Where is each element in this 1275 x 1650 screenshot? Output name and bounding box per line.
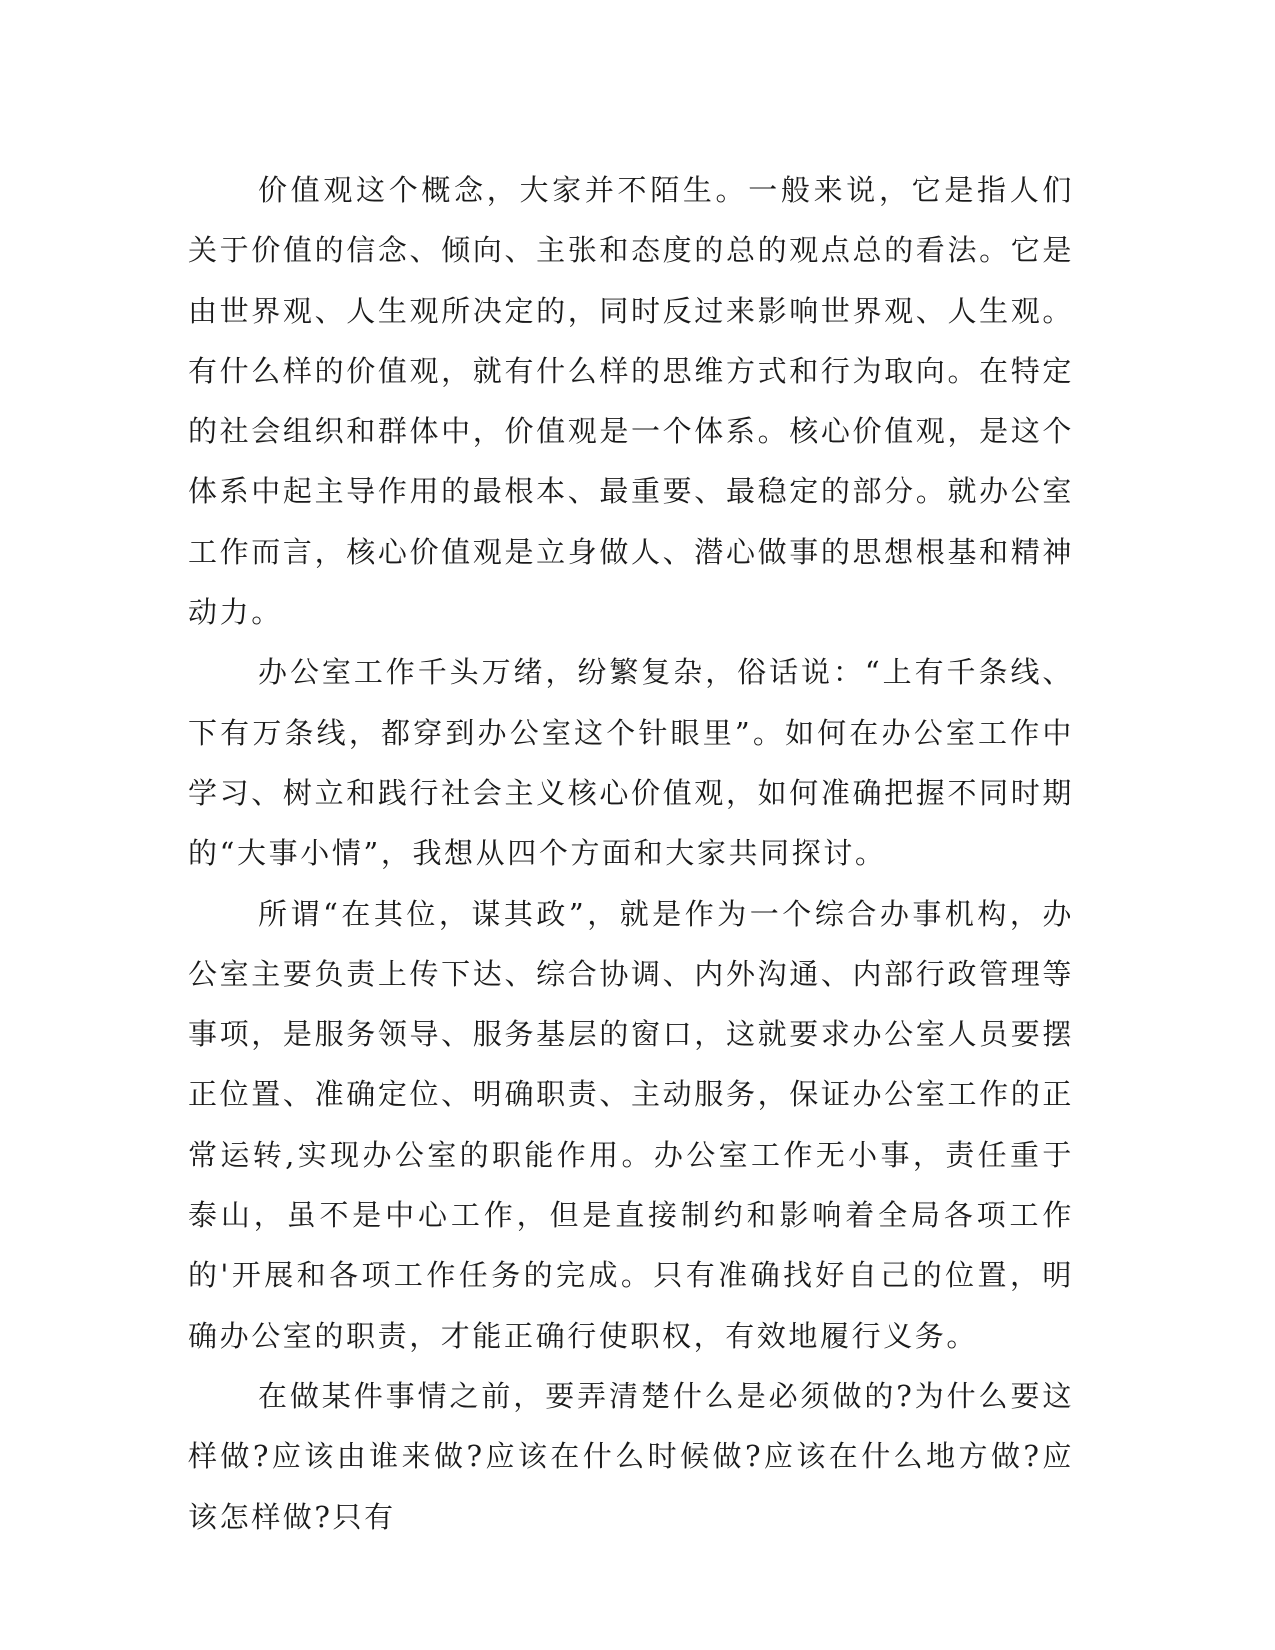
paragraph-before-doing: 在做某件事情之前，要弄清楚什么是必须做的?为什么要这样做?应该由谁来做?应该在什么时候做?应该在什么地方做?应该怎样做?只有 (188, 1378, 1074, 1534)
paragraph-position-duties: 所谓“在其位，谋其政”，就是作为一个综合办事机构，办公室主要负责上传下达、综合协调、内外沟通、内部行政管理等事项，是服务领导、服务基层的窗口，这就要求办公室人员要摆正位置、准确定位、明确职责、主动服务，保证办公室工作的正常运转,实现办公室的职能作用。办公室工作无小事，责任重于泰山，虽不是中心工作，但是直接制约和影响着全局各项工作的'开展和各项工作任务的完成。只有准确找好自己的位置，明确办公室的职责，才能正确行使职权，有效地履行义务。 (188, 896, 1074, 1353)
paragraph-office-work: 办公室工作千头万绪，纷繁复杂，俗话说：“上有千条线、下有万条线，都穿到办公室这个针眼里”。如何在办公室工作中学习、树立和践行社会主义核心价值观，如何准确把握不同时期的“大事小情”，我想从四个方面和大家共同探讨。 (188, 655, 1074, 871)
body-text (188, 160, 1074, 1547)
paragraph-core-values: 价值观这个概念，大家并不陌生。一般来说，它是指人们关于价值的信念、倾向、主张和态度的总的观点总的看法。它是由世界观、人生观所决定的，同时反过来影响世界观、人生观。有什么样的价值观，就有什么样的思维方式和行为取向。在特定的社会组织和群体中，价值观是一个体系。核心价值观，是这个体系中起主导作用的最根本、最重要、最稳定的部分。就办公室工作而言，核心价值观是立身做人、潜心做事的思想根基和精神动力。 (188, 173, 1074, 630)
